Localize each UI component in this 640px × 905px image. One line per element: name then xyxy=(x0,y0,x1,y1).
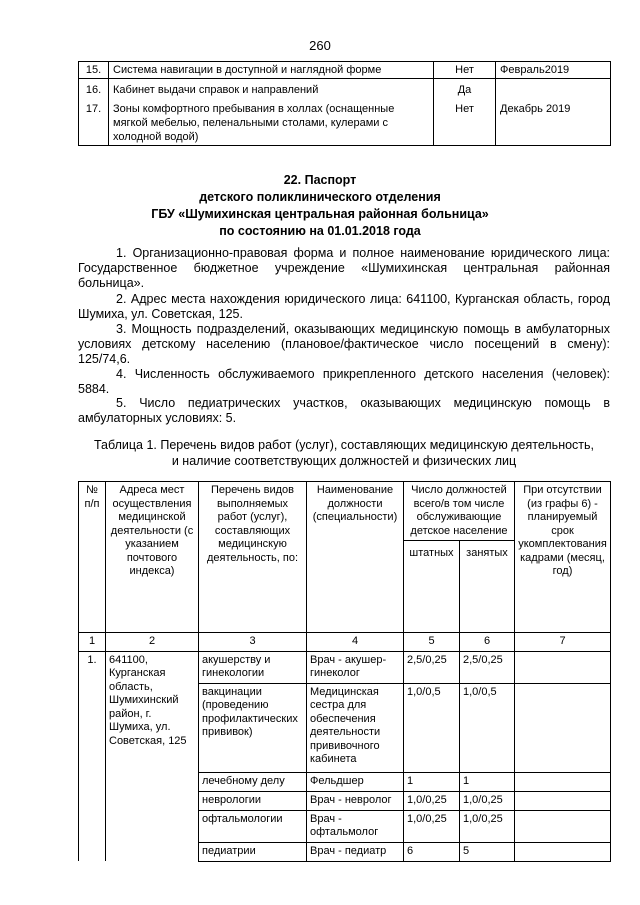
column-number: 7 xyxy=(515,633,611,652)
facility-name: Кабинет выдачи справок и направлений xyxy=(109,79,434,99)
header-num: № п/п xyxy=(79,482,106,633)
header-staff: штатных xyxy=(404,541,460,633)
facility-date xyxy=(496,79,611,99)
position-name: Фельдшер xyxy=(307,772,404,791)
address-cell: 641100, Курганская область, Шумихинский район, г. Шумиха, ул. Советская, 125 xyxy=(106,651,199,861)
passport-title-line: ГБУ «Шумихинская центральная районная больница» xyxy=(151,207,489,221)
paragraph-population: 4. Численность обслуживаемого прикрепленного детского населения (человек): 5884. xyxy=(78,367,610,396)
occupied-count: 1,0/0,25 xyxy=(460,791,515,810)
table-row xyxy=(79,651,611,683)
plan-date xyxy=(515,842,611,861)
header-plan: При отсутствии (из графы 6) - планируемый срок укомплектования кадрами (месяц, год) xyxy=(515,482,611,633)
paragraph-legal-form: 1. Организационно-правовая форма и полное наименование юридического лица: Государственное бюджетное учреждение «Шумихинская центральная районная больница». xyxy=(78,246,610,290)
passport-title-line: детского поликлинического отделения xyxy=(199,190,441,204)
staff-count: 1,0/0,5 xyxy=(404,683,460,772)
passport-title xyxy=(0,172,640,240)
work-type: неврологии xyxy=(199,791,307,810)
table-caption-line: и наличие соответствующих должностей и физических лиц xyxy=(171,454,517,468)
position-name: Врач - педиатр xyxy=(307,842,404,861)
table-caption-line: Таблица 1. Перечень видов работ (услуг), составляющих медицинскую деятельность, xyxy=(93,438,595,452)
table-header-row xyxy=(79,482,611,541)
table-caption xyxy=(78,437,610,469)
table-row xyxy=(79,79,611,99)
passport-title-line: 22. Паспорт xyxy=(283,173,357,187)
plan-date xyxy=(515,683,611,772)
column-number: 2 xyxy=(106,633,199,652)
plan-date xyxy=(515,772,611,791)
passport-title-line: по состоянию на 01.01.2018 года xyxy=(219,224,421,238)
row-number: 16. xyxy=(79,79,109,99)
work-type: акушерству и гинекологии xyxy=(199,651,307,683)
work-type: лечебному делу xyxy=(199,772,307,791)
staff-count: 1,0/0,25 xyxy=(404,791,460,810)
header-position: Наименование должности (специальности) xyxy=(307,482,404,633)
position-name: Врач - офтальмолог xyxy=(307,810,404,842)
plan-date xyxy=(515,791,611,810)
facility-availability: Да xyxy=(434,79,496,99)
position-name: Врач - акушер-гинеколог xyxy=(307,651,404,683)
position-name: Врач - невролог xyxy=(307,791,404,810)
header-occupied: занятых xyxy=(460,541,515,633)
paragraph-address: 2. Адрес места нахождения юридического лица: 641100, Курганская область, город Шумиха, ул. Советская, 125. xyxy=(78,292,610,321)
work-type: педиатрии xyxy=(199,842,307,861)
table-row xyxy=(79,98,611,146)
header-count: Число должностей всего/в том числе обслуживающие детское население xyxy=(404,482,515,541)
paragraph-districts: 5. Число педиатрических участков, оказывающих медицинскую помощь в амбулаторных условиях: 5. xyxy=(78,396,610,425)
plan-date xyxy=(515,651,611,683)
header-address: Адреса мест осуществления медицинской деятельности (с указанием почтового индекса) xyxy=(106,482,199,633)
staff-count: 1,0/0,25 xyxy=(404,810,460,842)
facility-date: Декабрь 2019 xyxy=(496,98,611,146)
occupied-count: 5 xyxy=(460,842,515,861)
column-numbers-row xyxy=(79,633,611,652)
row-number: 17. xyxy=(79,98,109,146)
column-number: 6 xyxy=(460,633,515,652)
occupied-count: 1,0/0,5 xyxy=(460,683,515,772)
plan-date xyxy=(515,810,611,842)
occupied-count: 1,0/0,25 xyxy=(460,810,515,842)
paragraph-capacity: 3. Мощность подразделений, оказывающих медицинскую помощь в амбулаторных условиях детскому населению (плановое/фактическое число посещений в смену): 125/74,6. xyxy=(78,322,610,366)
facilities-table xyxy=(78,61,611,146)
occupied-count: 2,5/0,25 xyxy=(460,651,515,683)
staff-count: 2,5/0,25 xyxy=(404,651,460,683)
staff-count: 1 xyxy=(404,772,460,791)
staff-count: 6 xyxy=(404,842,460,861)
page-number: 260 xyxy=(309,38,331,53)
services-table xyxy=(78,481,611,862)
facility-name: Система навигации в доступной и наглядной форме xyxy=(109,62,434,79)
header-works: Перечень видов выполняемых работ (услуг), составляющих медицинскую деятельность, по: xyxy=(199,482,307,633)
row-number: 1. xyxy=(79,651,106,861)
work-type: офтальмологии xyxy=(199,810,307,842)
column-number: 3 xyxy=(199,633,307,652)
facility-name: Зоны комфортного пребывания в холлах (оснащенные мягкой мебелью, пеленальными столами, кулерами с холодной водой) xyxy=(109,98,434,146)
facility-date: Февраль2019 xyxy=(496,62,611,79)
column-number: 4 xyxy=(307,633,404,652)
column-number: 1 xyxy=(79,633,106,652)
facility-availability: Нет xyxy=(434,62,496,79)
occupied-count: 1 xyxy=(460,772,515,791)
row-number: 15. xyxy=(79,62,109,79)
table-row xyxy=(79,62,611,79)
facility-availability: Нет xyxy=(434,98,496,146)
work-type: вакцинации (проведению профилактических прививок) xyxy=(199,683,307,772)
column-number: 5 xyxy=(404,633,460,652)
position-name: Медицинская сестра для обеспечения деятельности прививочного кабинета xyxy=(307,683,404,772)
